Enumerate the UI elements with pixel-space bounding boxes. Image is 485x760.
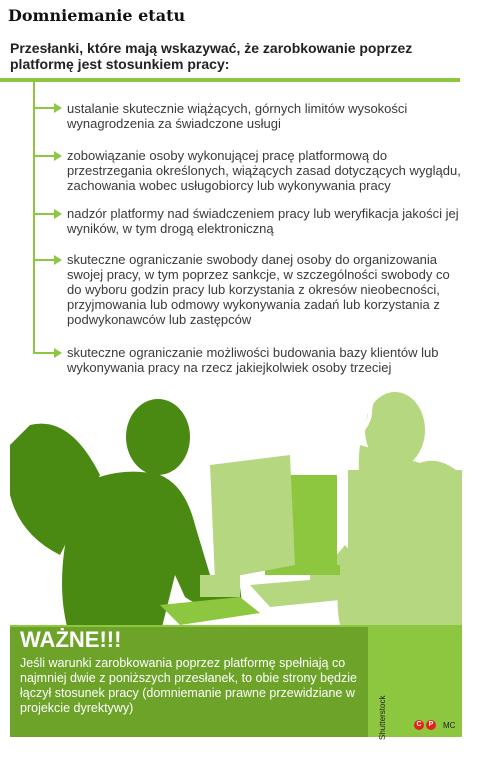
arrow-icon — [54, 209, 62, 219]
branch-line — [34, 107, 56, 109]
branch-line — [34, 352, 56, 354]
page-title: Domniemanie etatu — [8, 6, 186, 25]
tree-line — [33, 82, 35, 354]
copyright-c-icon: C — [414, 720, 424, 730]
copyright-p-icon: P — [426, 720, 436, 730]
branch-line — [34, 259, 56, 261]
important-text: Jeśli warunki zarobkowania poprzez platformę spełniają co najmniej dwie z poniższych przesłanek, to obie strony będzie łączył stosunek pracy (domniemanie prawne przewidziane w projekcie dyrektywy) — [20, 656, 357, 715]
premise-item: skuteczne ograniczanie swobody danej osoby do organizowania swojej pracy, w tym poprzez sankcje, w szczególności swobody co do wyboru godzin pracy lub korzystania z okresów nieobecności, przyjmowania lub odmowy wykonywania zadań lub korzystania z podwykonawców lub zastępców — [67, 252, 450, 327]
branch-line — [34, 155, 56, 157]
author-initials: MC — [443, 721, 456, 730]
copyright-icons — [414, 720, 436, 730]
premise-item: nadzór platformy nad świadczeniem pracy lub weryfikacja jakości jej wyników, w tym drogą elektroniczną — [67, 206, 459, 236]
subtitle: Przesłanki, które mają wskazywać, że zarobkowanie poprzez platformę jest stosunkiem pracy: — [10, 40, 413, 72]
premise-item: skuteczne ograniczanie możliwości budowania bazy klientów lub wykonywania pracy na rzecz jakiejkolwiek osoby trzeciej — [67, 345, 439, 375]
premise-item: zobowiązanie osoby wykonującej pracę platformową do przestrzegania określonych, wiążących zasad dotyczących wyglądu, zachowania wobec usługobiorcy lub wykonywania pracy — [67, 148, 461, 193]
green-rule — [0, 78, 460, 82]
left-monitor — [200, 455, 295, 597]
left-keyboard — [160, 597, 260, 625]
microphone-icon — [342, 437, 350, 445]
arrow-icon — [54, 255, 62, 265]
photo-credit: Shutterstock — [378, 695, 387, 740]
premise-item: ustalanie skutecznie wiążących, górnych limitów wysokości wynagrodzenia za świadczone usługi — [67, 101, 408, 131]
important-title: WAŻNE!!! — [20, 627, 122, 652]
arrow-icon — [54, 151, 62, 161]
branch-line — [34, 213, 56, 215]
arrow-icon — [54, 103, 62, 113]
arrow-icon — [54, 348, 62, 358]
